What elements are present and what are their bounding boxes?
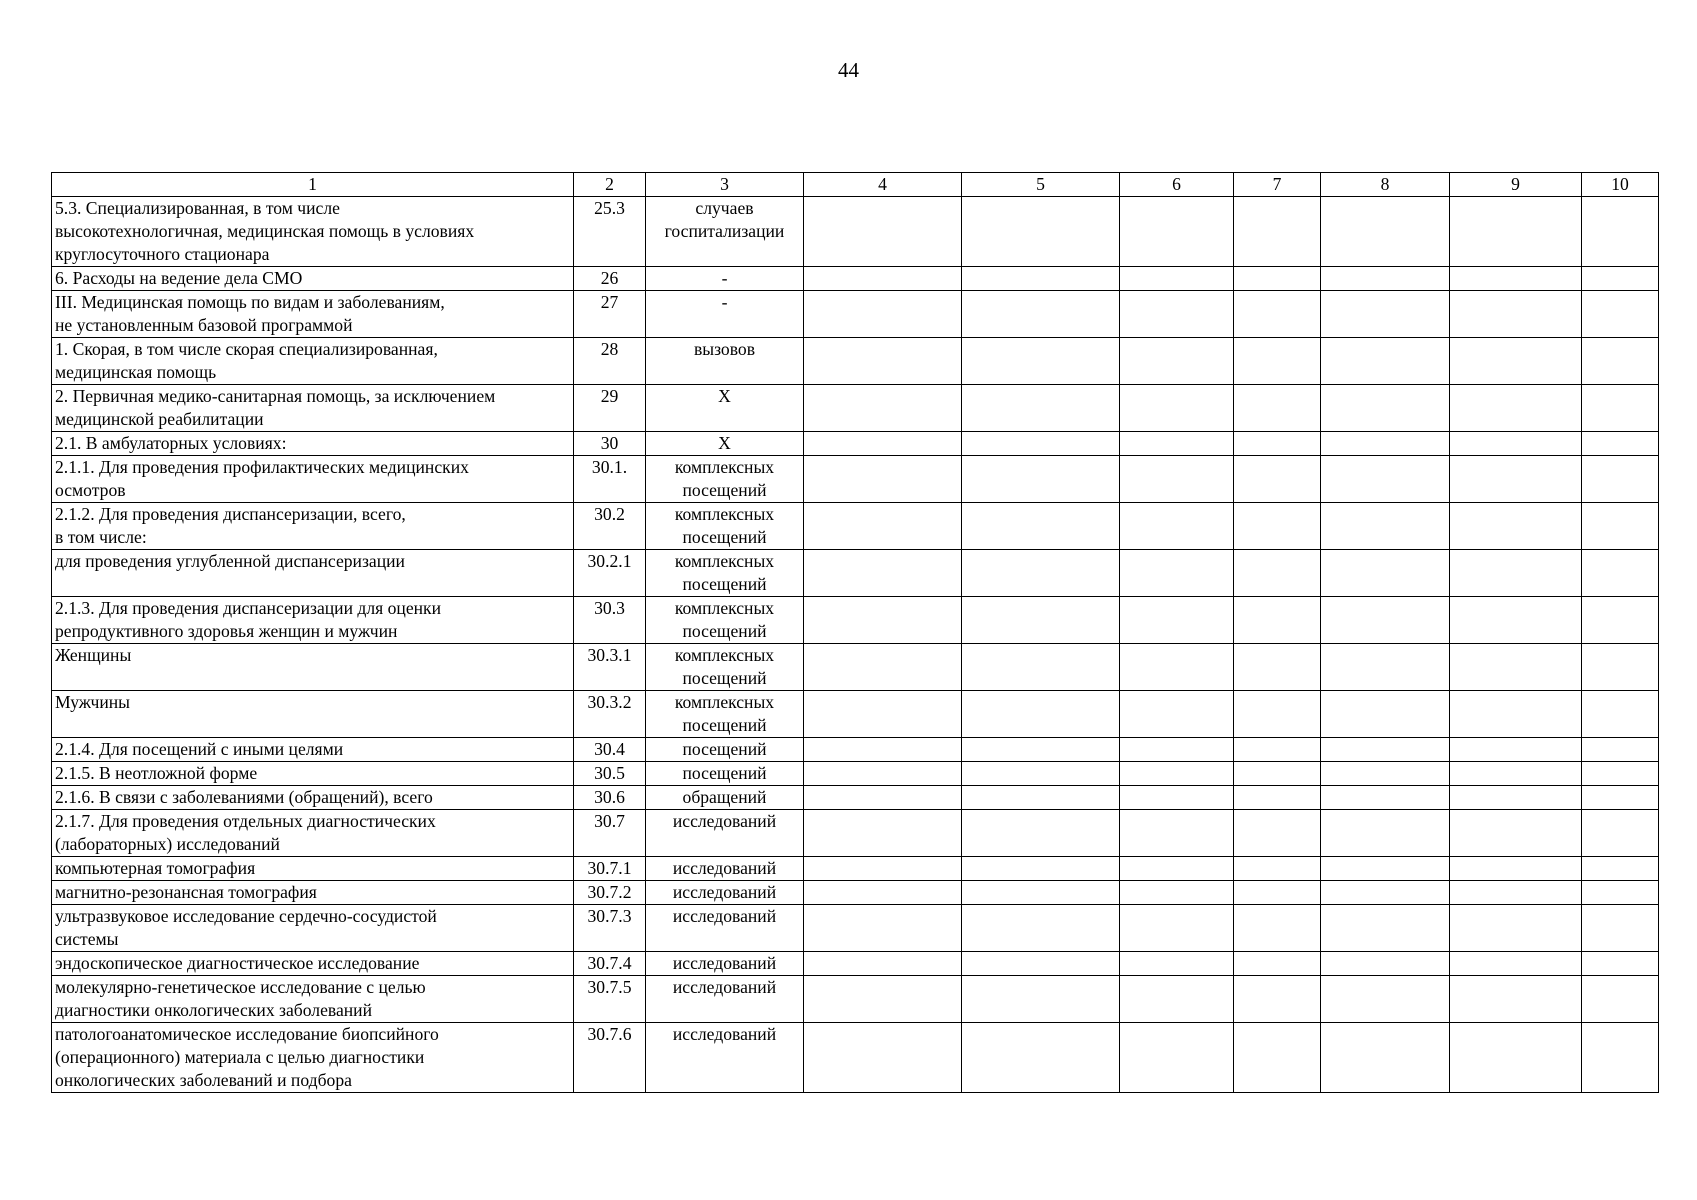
empty-cell — [1234, 1023, 1321, 1093]
header-cell: 3 — [646, 173, 804, 197]
empty-cell — [1450, 503, 1582, 550]
row-name-cell: Мужчины — [52, 691, 574, 738]
empty-cell — [1120, 691, 1234, 738]
empty-cell — [1234, 385, 1321, 432]
row-code-cell: 30.6 — [574, 786, 646, 810]
row-unit-cell: посещений — [646, 738, 804, 762]
table-row — [52, 905, 1659, 952]
row-name-cell: III. Медицинская помощь по видам и заболеваниям, не установленным базовой программой — [52, 291, 574, 338]
empty-cell — [962, 810, 1120, 857]
table-row — [52, 810, 1659, 857]
empty-cell — [962, 385, 1120, 432]
empty-cell — [1321, 976, 1450, 1023]
table-row — [52, 786, 1659, 810]
row-code-cell: 30.2 — [574, 503, 646, 550]
empty-cell — [804, 905, 962, 952]
empty-cell — [1450, 550, 1582, 597]
empty-cell — [1582, 1023, 1659, 1093]
empty-cell — [1582, 550, 1659, 597]
header-cell: 1 — [52, 173, 574, 197]
empty-cell — [804, 291, 962, 338]
empty-cell — [1120, 762, 1234, 786]
empty-cell — [1234, 432, 1321, 456]
empty-cell — [804, 738, 962, 762]
empty-cell — [1450, 1023, 1582, 1093]
empty-cell — [1582, 762, 1659, 786]
empty-cell — [1120, 881, 1234, 905]
row-code-cell: 26 — [574, 267, 646, 291]
row-unit-cell: исследований — [646, 952, 804, 976]
empty-cell — [1582, 881, 1659, 905]
row-code-cell: 30.7.6 — [574, 1023, 646, 1093]
empty-cell — [1582, 597, 1659, 644]
row-unit-cell: исследований — [646, 976, 804, 1023]
empty-cell — [1450, 857, 1582, 881]
empty-cell — [1234, 644, 1321, 691]
row-name-cell: компьютерная томография — [52, 857, 574, 881]
header-cell: 7 — [1234, 173, 1321, 197]
row-unit-cell: - — [646, 267, 804, 291]
empty-cell — [804, 952, 962, 976]
empty-cell — [1321, 738, 1450, 762]
row-name-cell: молекулярно-генетическое исследование с целью диагностики онкологических заболеваний — [52, 976, 574, 1023]
row-unit-cell: исследований — [646, 1023, 804, 1093]
table-row — [52, 456, 1659, 503]
empty-cell — [1120, 456, 1234, 503]
empty-cell — [804, 644, 962, 691]
empty-cell — [1582, 267, 1659, 291]
page-number: 44 — [838, 58, 859, 82]
empty-cell — [962, 691, 1120, 738]
empty-cell — [1582, 952, 1659, 976]
empty-cell — [1321, 338, 1450, 385]
empty-cell — [1234, 976, 1321, 1023]
empty-cell — [1450, 881, 1582, 905]
empty-cell — [1450, 432, 1582, 456]
empty-cell — [1321, 503, 1450, 550]
empty-cell — [1582, 644, 1659, 691]
row-unit-cell: комплексных посещений — [646, 644, 804, 691]
row-code-cell: 30.7.5 — [574, 976, 646, 1023]
header-cell: 5 — [962, 173, 1120, 197]
empty-cell — [1234, 786, 1321, 810]
empty-cell — [1321, 762, 1450, 786]
row-code-cell: 27 — [574, 291, 646, 338]
empty-cell — [1234, 857, 1321, 881]
empty-cell — [1321, 291, 1450, 338]
table-row — [52, 857, 1659, 881]
empty-cell — [1120, 976, 1234, 1023]
empty-cell — [804, 432, 962, 456]
empty-cell — [804, 597, 962, 644]
row-name-cell: 2.1.5. В неотложной форме — [52, 762, 574, 786]
table-row — [52, 550, 1659, 597]
row-name-cell: ультразвуковое исследование сердечно-сосудистой системы — [52, 905, 574, 952]
row-code-cell: 30.3 — [574, 597, 646, 644]
empty-cell — [1582, 197, 1659, 267]
header-cell: 10 — [1582, 173, 1659, 197]
table-row — [52, 976, 1659, 1023]
table-row — [52, 291, 1659, 338]
empty-cell — [1582, 738, 1659, 762]
empty-cell — [962, 952, 1120, 976]
row-name-cell: 2.1.4. Для посещений с иными целями — [52, 738, 574, 762]
empty-cell — [1321, 857, 1450, 881]
empty-cell — [804, 857, 962, 881]
empty-cell — [1234, 550, 1321, 597]
table-body — [52, 173, 1659, 1093]
empty-cell — [1234, 810, 1321, 857]
empty-cell — [1450, 338, 1582, 385]
empty-cell — [1450, 291, 1582, 338]
empty-cell — [1120, 267, 1234, 291]
row-name-cell: 2.1.6. В связи с заболеваниями (обращений), всего — [52, 786, 574, 810]
empty-cell — [962, 432, 1120, 456]
row-name-cell: эндоскопическое диагностическое исследование — [52, 952, 574, 976]
row-unit-cell: комплексных посещений — [646, 597, 804, 644]
empty-cell — [1582, 432, 1659, 456]
row-code-cell: 30.2.1 — [574, 550, 646, 597]
table-row — [52, 267, 1659, 291]
row-code-cell: 30.7.4 — [574, 952, 646, 976]
empty-cell — [1120, 952, 1234, 976]
empty-cell — [962, 597, 1120, 644]
row-code-cell: 29 — [574, 385, 646, 432]
empty-cell — [1120, 1023, 1234, 1093]
row-name-cell: 2.1.1. Для проведения профилактических медицинских осмотров — [52, 456, 574, 503]
empty-cell — [804, 338, 962, 385]
row-name-cell: патологоанатомическое исследование биопсийного (операционного) материала с целью диагностики онкологических заболеваний и подбора — [52, 1023, 574, 1093]
row-code-cell: 30.7.2 — [574, 881, 646, 905]
empty-cell — [1582, 976, 1659, 1023]
header-cell: 9 — [1450, 173, 1582, 197]
empty-cell — [1234, 597, 1321, 644]
empty-cell — [962, 857, 1120, 881]
empty-cell — [962, 456, 1120, 503]
row-name-cell: 2.1.2. Для проведения диспансеризации, всего, в том числе: — [52, 503, 574, 550]
row-code-cell: 30.7.1 — [574, 857, 646, 881]
empty-cell — [1321, 786, 1450, 810]
empty-cell — [1234, 691, 1321, 738]
empty-cell — [962, 291, 1120, 338]
data-table — [51, 172, 1659, 1093]
table-row — [52, 597, 1659, 644]
row-unit-cell: исследований — [646, 857, 804, 881]
empty-cell — [804, 267, 962, 291]
empty-cell — [1582, 291, 1659, 338]
empty-cell — [1120, 385, 1234, 432]
empty-cell — [962, 1023, 1120, 1093]
empty-cell — [1450, 762, 1582, 786]
empty-cell — [804, 503, 962, 550]
empty-cell — [1234, 762, 1321, 786]
empty-cell — [1321, 905, 1450, 952]
row-code-cell: 25.3 — [574, 197, 646, 267]
row-name-cell: 2. Первичная медико-санитарная помощь, за исключением медицинской реабилитации — [52, 385, 574, 432]
row-name-cell: 2.1.7. Для проведения отдельных диагностических (лабораторных) исследований — [52, 810, 574, 857]
row-code-cell: 30.3.1 — [574, 644, 646, 691]
empty-cell — [1321, 432, 1450, 456]
empty-cell — [1120, 197, 1234, 267]
empty-cell — [804, 786, 962, 810]
empty-cell — [1120, 810, 1234, 857]
empty-cell — [804, 881, 962, 905]
empty-cell — [962, 644, 1120, 691]
row-code-cell: 30.7.3 — [574, 905, 646, 952]
empty-cell — [962, 762, 1120, 786]
empty-cell — [1450, 738, 1582, 762]
row-code-cell: 30.5 — [574, 762, 646, 786]
empty-cell — [1321, 267, 1450, 291]
row-unit-cell: Х — [646, 385, 804, 432]
empty-cell — [1234, 197, 1321, 267]
empty-cell — [962, 881, 1120, 905]
table-row — [52, 881, 1659, 905]
empty-cell — [1321, 385, 1450, 432]
row-name-cell: 2.1.3. Для проведения диспансеризации для оценки репродуктивного здоровья женщин и мужчин — [52, 597, 574, 644]
empty-cell — [1450, 197, 1582, 267]
empty-cell — [1582, 456, 1659, 503]
empty-cell — [1120, 432, 1234, 456]
empty-cell — [1321, 456, 1450, 503]
empty-cell — [804, 197, 962, 267]
empty-cell — [804, 456, 962, 503]
empty-cell — [1321, 550, 1450, 597]
empty-cell — [1234, 503, 1321, 550]
empty-cell — [804, 976, 962, 1023]
empty-cell — [1321, 881, 1450, 905]
empty-cell — [1120, 503, 1234, 550]
empty-cell — [1234, 456, 1321, 503]
empty-cell — [1120, 786, 1234, 810]
row-unit-cell: посещений — [646, 762, 804, 786]
row-code-cell: 30.3.2 — [574, 691, 646, 738]
empty-cell — [1321, 644, 1450, 691]
row-code-cell: 30.7 — [574, 810, 646, 857]
empty-cell — [1450, 976, 1582, 1023]
table-row — [52, 762, 1659, 786]
empty-cell — [1234, 738, 1321, 762]
empty-cell — [1120, 597, 1234, 644]
empty-cell — [1582, 786, 1659, 810]
empty-cell — [1234, 905, 1321, 952]
empty-cell — [1234, 338, 1321, 385]
header-cell: 6 — [1120, 173, 1234, 197]
empty-cell — [1120, 905, 1234, 952]
empty-cell — [1234, 881, 1321, 905]
row-code-cell: 30 — [574, 432, 646, 456]
empty-cell — [804, 1023, 962, 1093]
table-row — [52, 432, 1659, 456]
row-unit-cell: Х — [646, 432, 804, 456]
row-name-cell: Женщины — [52, 644, 574, 691]
empty-cell — [1120, 738, 1234, 762]
empty-cell — [1450, 905, 1582, 952]
empty-cell — [1582, 691, 1659, 738]
empty-cell — [1321, 952, 1450, 976]
row-unit-cell: обращений — [646, 786, 804, 810]
row-name-cell: магнитно-резонансная томография — [52, 881, 574, 905]
empty-cell — [1120, 644, 1234, 691]
empty-cell — [1120, 291, 1234, 338]
empty-cell — [1582, 857, 1659, 881]
empty-cell — [1450, 691, 1582, 738]
row-unit-cell: - — [646, 291, 804, 338]
empty-cell — [962, 550, 1120, 597]
empty-cell — [1582, 905, 1659, 952]
row-unit-cell: случаев госпитализации — [646, 197, 804, 267]
table-row — [52, 691, 1659, 738]
empty-cell — [1450, 786, 1582, 810]
empty-cell — [1321, 810, 1450, 857]
empty-cell — [1120, 857, 1234, 881]
table-row — [52, 197, 1659, 267]
empty-cell — [1582, 810, 1659, 857]
table-header-row — [52, 173, 1659, 197]
header-cell: 2 — [574, 173, 646, 197]
row-unit-cell: исследований — [646, 905, 804, 952]
empty-cell — [962, 738, 1120, 762]
row-unit-cell: комплексных посещений — [646, 456, 804, 503]
row-code-cell: 30.1. — [574, 456, 646, 503]
empty-cell — [1321, 691, 1450, 738]
empty-cell — [1582, 338, 1659, 385]
row-unit-cell: исследований — [646, 810, 804, 857]
row-unit-cell: исследований — [646, 881, 804, 905]
table-row — [52, 1023, 1659, 1093]
empty-cell — [962, 197, 1120, 267]
row-unit-cell: комплексных посещений — [646, 691, 804, 738]
empty-cell — [804, 810, 962, 857]
row-code-cell: 30.4 — [574, 738, 646, 762]
empty-cell — [804, 691, 962, 738]
empty-cell — [1450, 267, 1582, 291]
empty-cell — [804, 550, 962, 597]
empty-cell — [962, 905, 1120, 952]
table-row — [52, 385, 1659, 432]
empty-cell — [1234, 267, 1321, 291]
table-row — [52, 503, 1659, 550]
empty-cell — [1582, 385, 1659, 432]
row-name-cell: 6. Расходы на ведение дела СМО — [52, 267, 574, 291]
row-code-cell: 28 — [574, 338, 646, 385]
empty-cell — [962, 267, 1120, 291]
table-row — [52, 644, 1659, 691]
empty-cell — [1450, 952, 1582, 976]
empty-cell — [962, 786, 1120, 810]
row-name-cell: 1. Скорая, в том числе скорая специализированная, медицинская помощь — [52, 338, 574, 385]
empty-cell — [1321, 1023, 1450, 1093]
empty-cell — [804, 762, 962, 786]
table-row — [52, 738, 1659, 762]
row-name-cell: 5.3. Специализированная, в том числе высокотехнологичная, медицинская помощь в условиях круглосуточного стационара — [52, 197, 574, 267]
row-name-cell: для проведения углубленной диспансеризации — [52, 550, 574, 597]
row-unit-cell: комплексных посещений — [646, 550, 804, 597]
empty-cell — [1450, 456, 1582, 503]
empty-cell — [1450, 597, 1582, 644]
row-unit-cell: вызовов — [646, 338, 804, 385]
empty-cell — [1582, 503, 1659, 550]
empty-cell — [1450, 810, 1582, 857]
empty-cell — [962, 976, 1120, 1023]
empty-cell — [1234, 291, 1321, 338]
header-cell: 4 — [804, 173, 962, 197]
empty-cell — [804, 385, 962, 432]
row-unit-cell: комплексных посещений — [646, 503, 804, 550]
empty-cell — [962, 503, 1120, 550]
table-row — [52, 338, 1659, 385]
empty-cell — [1234, 952, 1321, 976]
empty-cell — [1450, 644, 1582, 691]
empty-cell — [1120, 338, 1234, 385]
empty-cell — [1321, 597, 1450, 644]
header-cell: 8 — [1321, 173, 1450, 197]
table-row — [52, 952, 1659, 976]
empty-cell — [962, 338, 1120, 385]
empty-cell — [1120, 550, 1234, 597]
empty-cell — [1321, 197, 1450, 267]
empty-cell — [1450, 385, 1582, 432]
row-name-cell: 2.1. В амбулаторных условиях: — [52, 432, 574, 456]
